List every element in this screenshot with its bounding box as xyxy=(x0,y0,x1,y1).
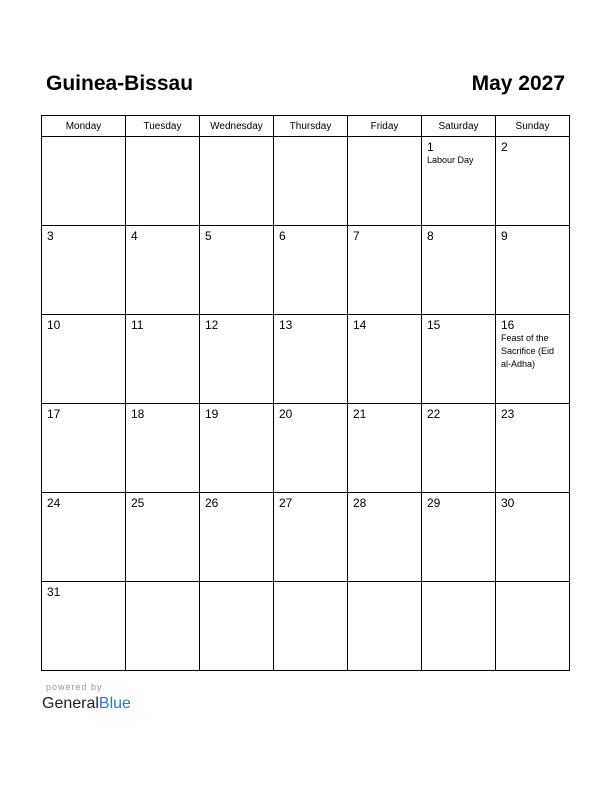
calendar-day-cell xyxy=(126,404,200,493)
day-number: 26 xyxy=(205,496,219,510)
weekday-thursday: Thursday xyxy=(274,116,348,137)
calendar-day-cell xyxy=(348,137,422,226)
day-number: 19 xyxy=(205,407,219,421)
calendar-day-cell xyxy=(348,226,422,315)
calendar-day-cell xyxy=(422,315,496,404)
day-number: 13 xyxy=(279,318,293,332)
day-number: 11 xyxy=(131,318,144,332)
calendar-day-cell xyxy=(348,582,422,671)
day-number: 29 xyxy=(427,496,441,510)
day-number: 24 xyxy=(47,496,61,510)
calendar-day-cell xyxy=(200,137,274,226)
calendar-week-row xyxy=(42,582,570,671)
calendar-day-cell xyxy=(42,226,126,315)
day-number: 1 xyxy=(427,140,434,154)
holiday-label: Feast of the Sacrifice (Eid al-Adha) xyxy=(501,333,555,369)
day-number: 9 xyxy=(501,229,508,243)
calendar-day-cell xyxy=(126,493,200,582)
calendar-grid xyxy=(41,115,570,671)
calendar-day-cell xyxy=(200,493,274,582)
weekday-saturday: Saturday xyxy=(422,116,496,137)
day-number: 27 xyxy=(279,496,293,510)
calendar-day-cell xyxy=(496,493,570,582)
calendar-day-cell xyxy=(200,315,274,404)
weekday-sunday: Sunday xyxy=(496,116,570,137)
day-number xyxy=(348,582,421,585)
day-number: 17 xyxy=(47,407,61,421)
day-number: 12 xyxy=(205,318,219,332)
calendar-week-row xyxy=(42,493,570,582)
day-number: 31 xyxy=(47,585,61,599)
day-number: 10 xyxy=(47,318,61,332)
day-number xyxy=(126,137,199,140)
calendar-day-cell xyxy=(126,582,200,671)
calendar-week-row xyxy=(42,226,570,315)
calendar-day-cell xyxy=(496,137,570,226)
weekday-monday: Monday xyxy=(42,116,126,137)
calendar-day-cell xyxy=(200,582,274,671)
day-number: 7 xyxy=(353,229,360,243)
day-number xyxy=(422,582,495,585)
calendar-day-cell xyxy=(126,137,200,226)
calendar-day-cell xyxy=(422,404,496,493)
day-number: 16 xyxy=(501,318,515,332)
day-number: 22 xyxy=(427,407,441,421)
calendar-week-row xyxy=(42,315,570,404)
day-number: 14 xyxy=(353,318,367,332)
calendar-day-cell xyxy=(496,315,570,404)
calendar-day-cell xyxy=(42,315,126,404)
weekday-header-row xyxy=(42,116,570,137)
calendar-day-cell xyxy=(422,226,496,315)
calendar-day-cell xyxy=(274,404,348,493)
calendar-day-cell xyxy=(42,137,126,226)
day-number xyxy=(200,137,273,140)
calendar-day-cell xyxy=(274,582,348,671)
day-number xyxy=(496,582,569,585)
calendar-day-cell xyxy=(348,493,422,582)
calendar-day-cell xyxy=(200,404,274,493)
day-number: 8 xyxy=(427,229,434,243)
calendar-day-cell xyxy=(422,582,496,671)
day-number xyxy=(348,137,421,140)
day-number: 25 xyxy=(131,496,145,510)
calendar-day-cell xyxy=(422,137,496,226)
day-number: 3 xyxy=(47,229,54,243)
brand-blue-text: Blue xyxy=(98,695,131,712)
weekday-tuesday: Tuesday xyxy=(126,116,200,137)
calendar-day-cell xyxy=(126,315,200,404)
calendar-day-cell xyxy=(422,493,496,582)
calendar-day-cell xyxy=(200,226,274,315)
calendar-day-cell xyxy=(274,493,348,582)
day-number xyxy=(274,582,347,585)
calendar-week-row xyxy=(42,404,570,493)
calendar-day-cell xyxy=(274,137,348,226)
day-number: 30 xyxy=(501,496,515,510)
weekday-wednesday: Wednesday xyxy=(200,116,274,137)
holiday-label: Labour Day xyxy=(427,155,474,165)
calendar-day-cell xyxy=(42,404,126,493)
day-number xyxy=(126,582,199,585)
day-number xyxy=(274,137,347,140)
powered-by-text: powered by xyxy=(46,682,103,692)
day-number: 23 xyxy=(501,407,515,421)
calendar-day-cell xyxy=(348,315,422,404)
calendar-day-cell xyxy=(42,582,126,671)
calendar-day-cell xyxy=(496,404,570,493)
calendar-day-cell xyxy=(496,226,570,315)
brand-general-text: General xyxy=(42,695,99,712)
calendar-day-cell xyxy=(126,226,200,315)
calendar-week-row xyxy=(42,137,570,226)
weekday-friday: Friday xyxy=(348,116,422,137)
day-number: 2 xyxy=(501,140,508,154)
day-number: 18 xyxy=(131,407,145,421)
day-number: 6 xyxy=(279,229,286,243)
country-title: Guinea-Bissau xyxy=(46,72,194,95)
calendar-day-cell xyxy=(274,315,348,404)
day-number: 4 xyxy=(131,229,138,243)
generalblue-logo[interactable] xyxy=(42,694,131,714)
day-number xyxy=(200,582,273,585)
calendar-day-cell xyxy=(42,493,126,582)
day-number: 21 xyxy=(353,407,367,421)
calendar-day-cell xyxy=(274,226,348,315)
day-number: 28 xyxy=(353,496,367,510)
day-number: 5 xyxy=(205,229,212,243)
day-number xyxy=(42,137,125,140)
day-number: 20 xyxy=(279,407,293,421)
calendar-day-cell xyxy=(348,404,422,493)
calendar-day-cell xyxy=(496,582,570,671)
day-number: 15 xyxy=(427,318,441,332)
month-year-title: May 2027 xyxy=(471,72,565,95)
